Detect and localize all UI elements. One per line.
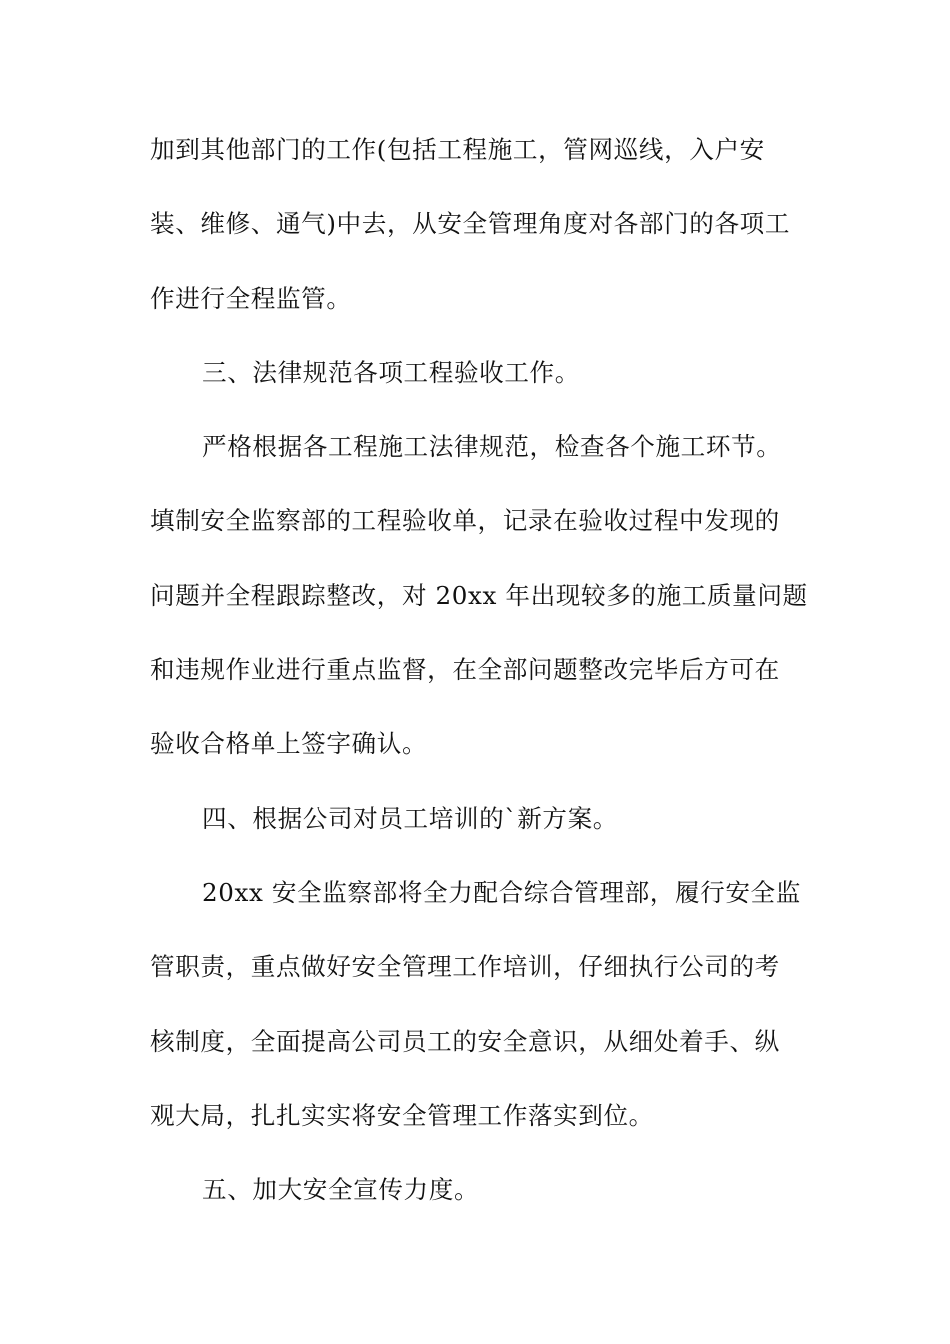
text-line: 严格根据各工程施工法律规范，检查各个施工环节。 — [202, 432, 782, 462]
text-line: 和违规作业进行重点监督，在全部问题整改完毕后方可在 — [150, 655, 780, 685]
text-line: 装、维修、通气)中去，从安全管理角度对各部门的各项工 — [150, 209, 791, 239]
text-line: 作进行全程监管。 — [150, 283, 352, 313]
document-body — [150, 113, 810, 1227]
text-line: 核制度，全面提高公司员工的安全意识，从细处着手、纵 — [150, 1026, 780, 1056]
section-heading: 五、加大安全宣传力度。 — [202, 1175, 480, 1205]
section-heading: 三、法律规范各项工程验收工作。 — [202, 357, 580, 387]
text-line: 加到其他部门的工作(包括工程施工，管网巡线，入户安 — [150, 135, 765, 164]
text-line: 管职责，重点做好安全管理工作培训，仔细执行公司的考 — [150, 952, 780, 982]
section-heading: 四、根据公司对员工培训的`新方案。 — [202, 803, 618, 833]
text-line: 验收合格单上签字确认。 — [150, 729, 428, 759]
text-line: 填制安全监察部的工程验收单，记录在验收过程中发现的 — [150, 506, 780, 536]
text-line: 20xx 安全监察部将全力配合综合管理部，履行安全监 — [202, 877, 801, 907]
text-line: 问题并全程跟踪整改，对 20xx 年出现较多的施工质量问题 — [150, 580, 808, 610]
text-line: 观大局，扎扎实实将安全管理工作落实到位。 — [150, 1100, 654, 1130]
